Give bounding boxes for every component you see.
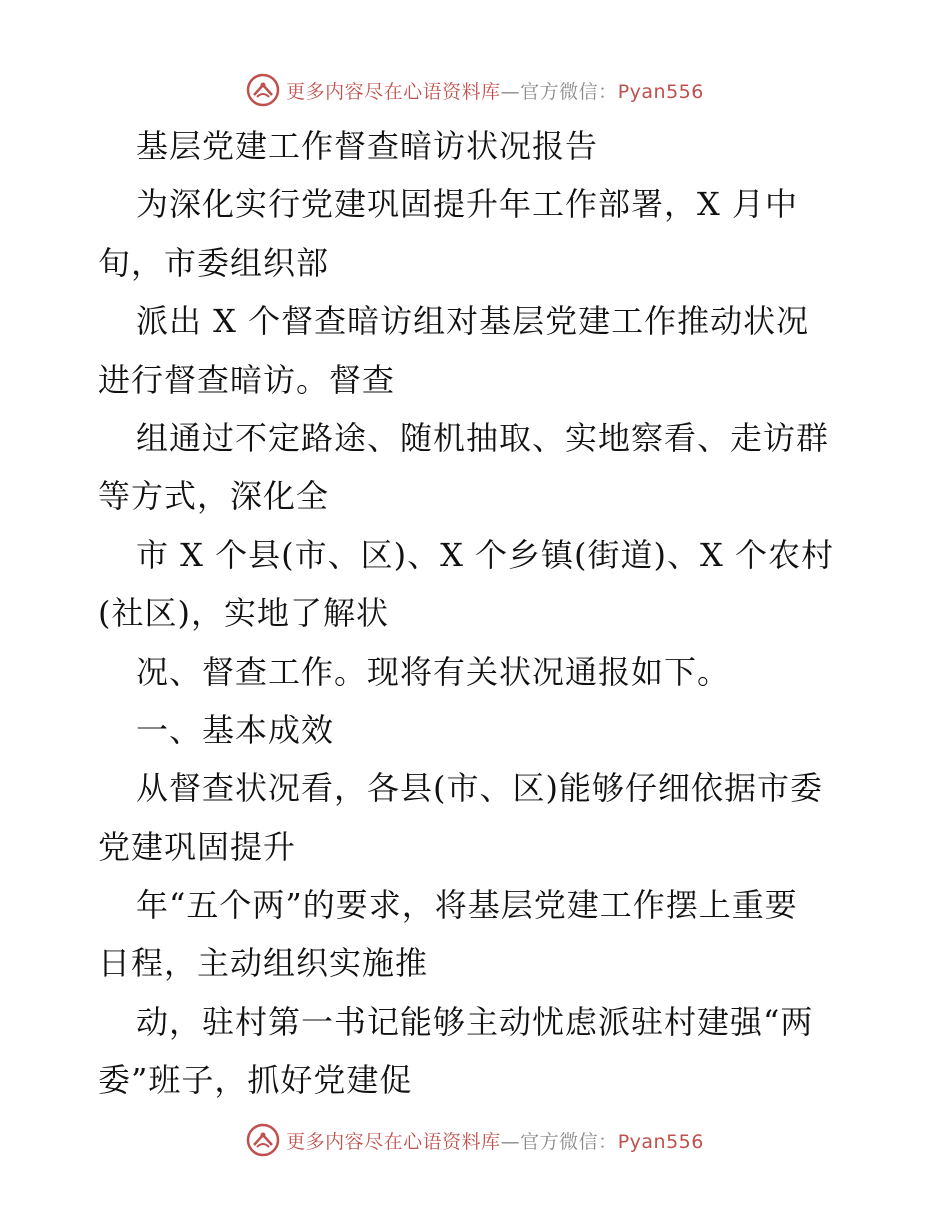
- document-line: 日程，主动组织实施推: [98, 944, 429, 983]
- document-line: 旬，市委组织部: [98, 243, 330, 282]
- document-line: (社区)，实地了解状: [98, 594, 389, 633]
- document-line: 年“五个两”的要求，将基层党建工作摆上重要: [136, 886, 798, 925]
- footer-banner-wechat: 官方微信：: [520, 1130, 618, 1153]
- footer-banner-id: Pyan556: [617, 1130, 704, 1153]
- header-banner-text: [286, 77, 704, 104]
- footer-banner: [0, 1120, 950, 1160]
- book-logo-icon: [246, 73, 280, 107]
- document-line: 况、督查工作。现将有关状况通报如下。: [136, 652, 731, 691]
- document-line: 组通过不定路途、随机抽取、实地察看、走访群: [136, 418, 830, 457]
- header-banner-main: 更多内容尽在心语资料库: [286, 80, 501, 103]
- document-line: 从督查状况看，各县(市、区)能够仔细依据市委: [136, 769, 823, 808]
- document-line: 为深化实行党建巩固提升年工作部署，X 月中: [136, 185, 798, 224]
- document-line: 等方式，深化全: [98, 477, 330, 516]
- header-banner-dash: —: [500, 80, 521, 103]
- document-title: 基层党建工作督查暗访状况报告: [136, 127, 599, 165]
- book-logo-icon: [246, 1123, 280, 1157]
- header-banner-content: [246, 73, 704, 107]
- document-line: 委”班子，抓好党建促: [98, 1061, 413, 1100]
- header-banner-id: Pyan556: [617, 80, 704, 103]
- footer-banner-content: [246, 1123, 704, 1157]
- document-line: 派出 X 个督查暗访组对基层党建工作推动状况: [136, 302, 810, 341]
- header-banner-wechat: 官方微信：: [520, 80, 618, 103]
- document-line: 动，驻村第一书记能够主动忧虑派驻村建强“两: [136, 1002, 814, 1041]
- document-line: 进行督查暗访。督查: [98, 360, 396, 399]
- footer-banner-main: 更多内容尽在心语资料库: [286, 1130, 501, 1153]
- document-line: 党建巩固提升: [98, 827, 297, 866]
- footer-banner-dash: —: [500, 1130, 521, 1153]
- document-body: [98, 117, 858, 1110]
- document-line: 市 X 个县(市、区)、X 个乡镇(街道)、X 个农村: [136, 535, 834, 574]
- header-banner: [0, 70, 950, 110]
- section-heading: 一、基本成效: [136, 710, 335, 749]
- footer-banner-text: [286, 1127, 704, 1154]
